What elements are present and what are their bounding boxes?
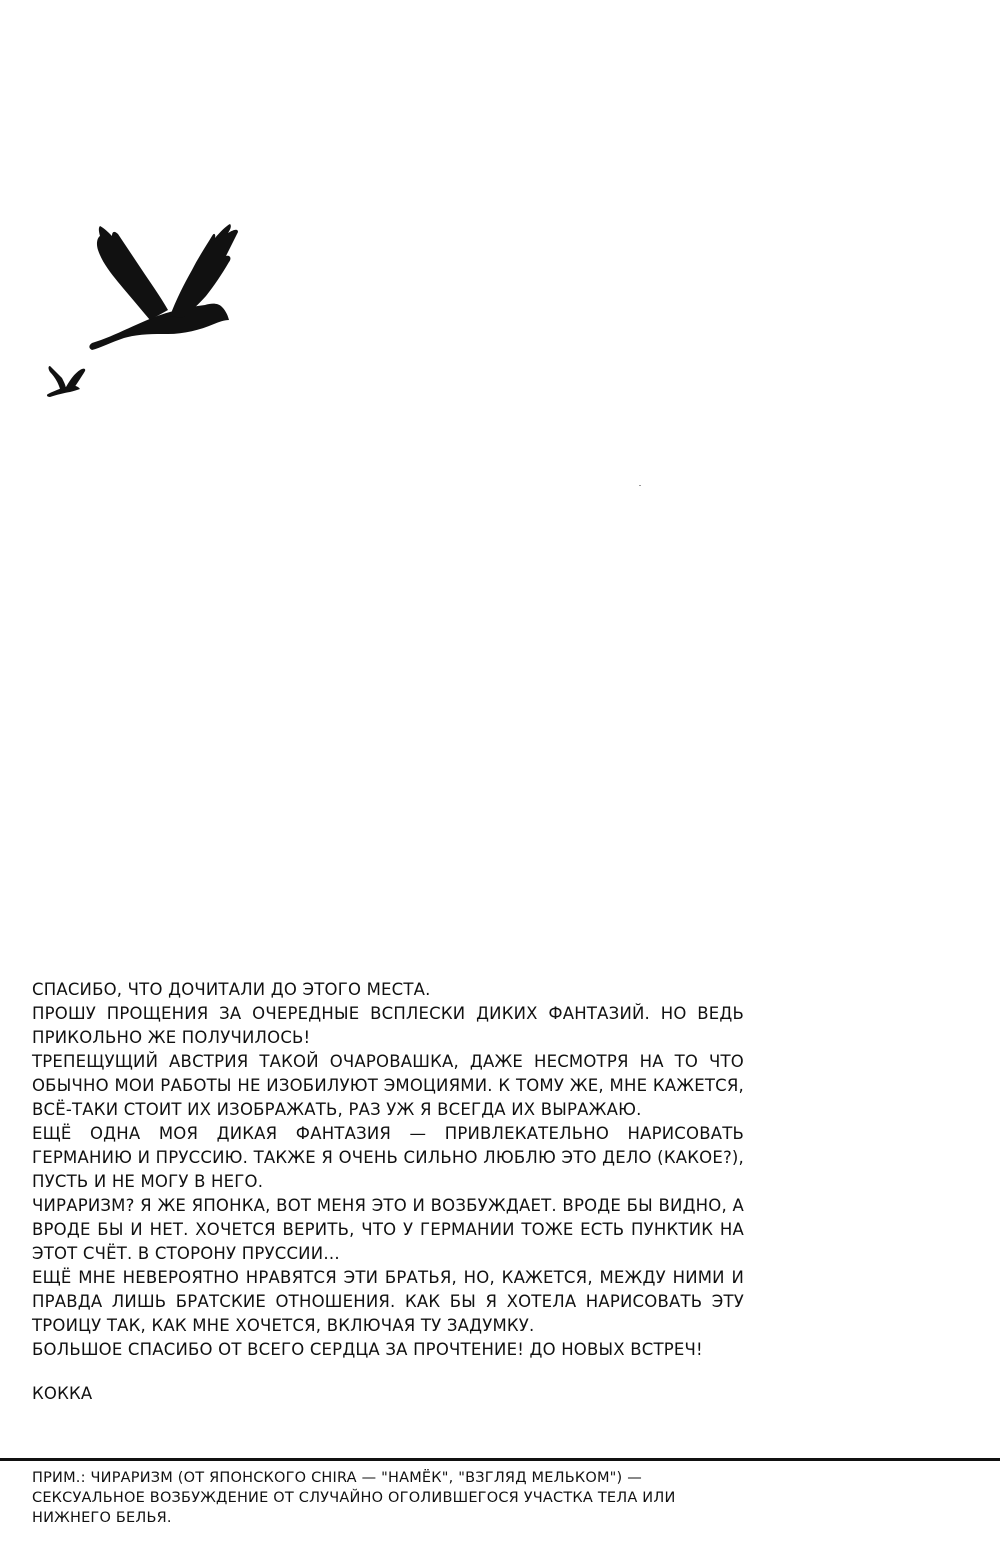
paper-speck	[639, 485, 641, 486]
small-bird-icon	[47, 366, 85, 397]
afterword-paragraph: ЕЩЁ МНЕ НЕВЕРОЯТНО НРАВЯТСЯ ЭТИ БРАТЬЯ, НО, КАЖЕТСЯ, МЕЖДУ НИМИ И ПРАВДА ЛИШЬ БРАТСКИЕ ОТНОШЕНИЯ. КАК БЫ Я ХОТЕЛА НАРИСОВАТЬ ЭТУ ТРОИЦУ ТАК, КАК МНЕ ХОЧЕТСЯ, ВКЛЮЧАЯ ТУ ЗАДУМКУ.	[32, 1268, 744, 1335]
birds-illustration	[0, 0, 300, 420]
afterword-paragraph: ЕЩЁ ОДНА МОЯ ДИКАЯ ФАНТАЗИЯ — ПРИВЛЕКАТЕЛЬНО НАРИСОВАТЬ ГЕРМАНИЮ И ПРУССИЮ. ТАКЖЕ Я ОЧЕНЬ СИЛЬНО ЛЮБЛЮ ЭТО ДЕЛО (КАКОЕ?), ПУСТЬ И НЕ МОГУ В НЕГО.	[32, 1124, 744, 1191]
afterword-paragraph: ТРЕПЕЩУЩИЙ АВСТРИЯ ТАКОЙ ОЧАРОВАШКА, ДАЖЕ НЕСМОТРЯ НА ТО ЧТО ОБЫЧНО МОИ РАБОТЫ НЕ ИЗОБИЛУЮТ ЭМОЦИЯМИ. К ТОМУ ЖЕ, МНЕ КАЖЕТСЯ, ВСЁ-ТАКИ СТОИТ ИХ ИЗОБРАЖАТЬ, РАЗ УЖ Я ВСЕГДА ИХ ВЫРАЖАЮ.	[32, 1052, 744, 1119]
afterword-paragraph: ПРОШУ ПРОЩЕНИЯ ЗА ОЧЕРЕДНЫЕ ВСПЛЕСКИ ДИКИХ ФАНТАЗИЙ. НО ВЕДЬ ПРИКОЛЬНО ЖЕ ПОЛУЧИЛОСЬ!	[32, 1004, 744, 1047]
author-signature: КОККА	[32, 1384, 93, 1403]
large-bird-icon	[89, 224, 238, 350]
afterword-paragraph: БОЛЬШОЕ СПАСИБО ОТ ВСЕГО СЕРДЦА ЗА ПРОЧТЕНИЕ! ДО НОВЫХ ВСТРЕЧ!	[32, 1340, 703, 1359]
afterword-text	[32, 978, 744, 1406]
afterword-paragraph: ЧИРАРИЗМ? Я ЖЕ ЯПОНКА, ВОТ МЕНЯ ЭТО И ВОЗБУЖДАЕТ. ВРОДЕ БЫ ВИДНО, А ВРОДЕ БЫ И НЕТ. ХОЧЕТСЯ ВЕРИТЬ, ЧТО У ГЕРМАНИИ ТОЖЕ ЕСТЬ ПУНКТИК НА ЭТОТ СЧЁТ. В СТОРОНУ ПРУССИИ…	[32, 1196, 744, 1263]
footnote-divider	[0, 1458, 1000, 1461]
footnote-text: ПРИМ.: ЧИРАРИЗМ (ОТ ЯПОНСКОГО CHIRA — "НАМЁК", "ВЗГЛЯД МЕЛЬКОМ") — СЕКСУАЛЬНОЕ ВОЗБУЖДЕНИЕ ОТ СЛУЧАЙНО ОГОЛИВШЕГОСЯ УЧАСТКА ТЕЛА ИЛИ НИЖНЕГО БЕЛЬЯ.	[32, 1470, 676, 1526]
translator-footnote	[32, 1468, 744, 1528]
afterword-paragraph: СПАСИБО, ЧТО ДОЧИТАЛИ ДО ЭТОГО МЕСТА.	[32, 980, 431, 999]
